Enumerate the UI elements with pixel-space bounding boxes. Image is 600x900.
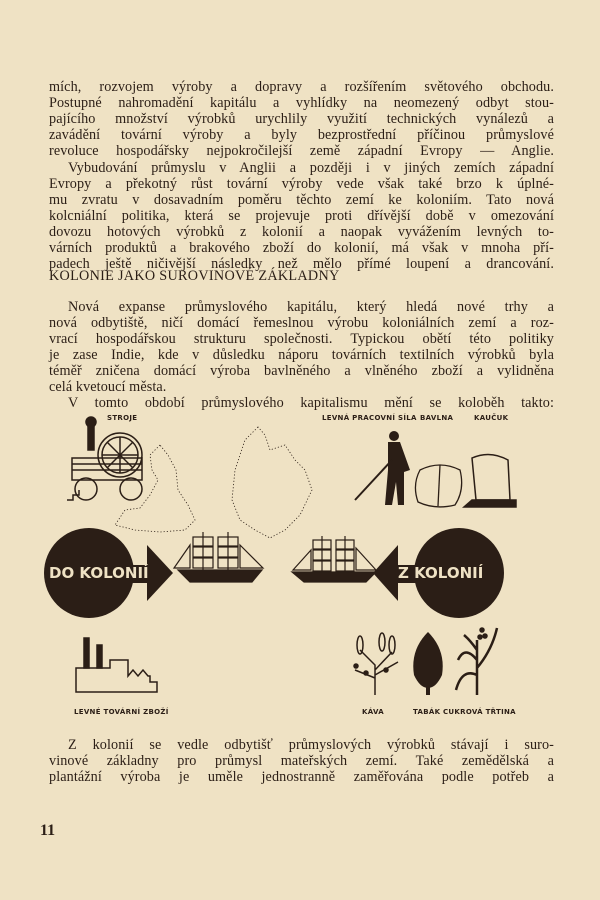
text-line: pajícího množství výrobků urychlily využití technických vynálezů a <box>49 111 554 127</box>
page-number: 11 <box>40 822 56 839</box>
text-line: padech ještě ničivější následky než mělo přímé loupení a drancování. <box>49 256 554 272</box>
coffee-plant-icon <box>354 633 398 695</box>
text-line: V tomto období průmyslového kapitalismu mění se koloběh takto: <box>68 395 554 411</box>
label-coffee: KÁVA <box>362 708 384 716</box>
text-line: nová odbytiště, ničí domácí řemeslnou výrobu koloniálních zemí a roz- <box>49 315 554 331</box>
sailing-ship-icon <box>292 536 376 582</box>
section-heading: KOLONIE JAKO SUROVINOVÉ ZÁKLADNY <box>49 268 340 284</box>
text-line: Vybudování průmyslu v Anglii a později i v jiných zemích západní <box>68 160 554 176</box>
text-line: téměř zničena domácí výroba bavlněného a vlněného zboží a vylidněna <box>49 363 554 379</box>
label-machines: STROJE <box>107 414 138 422</box>
label-tobacco: TABÁK <box>413 708 441 716</box>
text-line: vinové základny pro průmysl mateřských zemí. Také zemědělská a <box>49 753 554 769</box>
europe-map-outline <box>115 427 312 538</box>
text-line: revoluce hospodářsky nejpokročilejší země západní Evropy — Anglie. <box>49 143 554 159</box>
tobacco-leaf-icon <box>413 632 442 695</box>
text-line: plantážní výroba je uměle jednostranně zaměřována podle potřeb a <box>49 769 554 785</box>
label-rubber: KAUČUK <box>474 414 509 422</box>
rubber-block-icon <box>464 454 516 507</box>
steam-engine-icon <box>67 417 142 500</box>
laborer-icon <box>355 431 410 505</box>
text-line: vrací hospodářskou strukturu společnosti. Typickou obětí této politiky <box>49 331 554 347</box>
label-sugar-cane: CUKROVÁ TŘTINA <box>443 708 516 716</box>
text-line: dovozu hotových výrobků z kolonií a naopak vyvážením levných to- <box>49 224 554 240</box>
text-line: Postupné nahromadění kapitálu a vyhlídky na neomezený odbyt stou- <box>49 95 554 111</box>
factory-icon <box>76 638 157 692</box>
cotton-bale-icon <box>415 465 461 507</box>
sugar-cane-icon <box>456 628 497 695</box>
text-line: zavádění tovární výroby a byly bezprostřední příčinou průmyslové <box>49 127 554 143</box>
text-line: Evropy a překotný růst tovární výroby vede však také brzo k úplné- <box>49 176 554 192</box>
text-line: celá kvetoucí města. <box>49 379 167 395</box>
text-line: várních produktů a brakového zboží do kolonií, má však v mnoha pří- <box>49 240 554 256</box>
text-line: je zase Indie, kde v důsledku náporu továrních textilních výrobků byla <box>49 347 554 363</box>
text-line: Nová expanse průmyslového kapitálu, který hledá nové trhy a <box>68 299 554 315</box>
to-colonies-label: DO KOLONIÍ <box>49 564 149 582</box>
from-colonies-label: Z KOLONIÍ <box>398 564 484 582</box>
text-line: Z kolonií se vedle odbytišť průmyslových výrobků stávají i suro- <box>68 737 554 753</box>
text-line: mích, rozvojem výroby a dopravy a rozšířením světového obchodu. <box>49 79 554 95</box>
label-cheap-labor: LEVNÁ PRACOVNÍ SÍLA <box>322 414 417 422</box>
arrow-left-icon <box>373 545 398 601</box>
label-cheap-goods: LEVNÉ TOVÁRNÍ ZBOŽÍ <box>74 708 169 716</box>
arrow-right-icon <box>147 545 173 601</box>
text-line: mu zvratu v dosavadním poměru těchto zemí ke koloniím. Tato nová <box>49 192 554 208</box>
label-cotton: BAVLNA <box>420 414 454 422</box>
text-line: kolcniální politika, která se projevuje proti dřívější době v omezování <box>49 208 554 224</box>
sailing-ship-icon <box>174 532 263 582</box>
